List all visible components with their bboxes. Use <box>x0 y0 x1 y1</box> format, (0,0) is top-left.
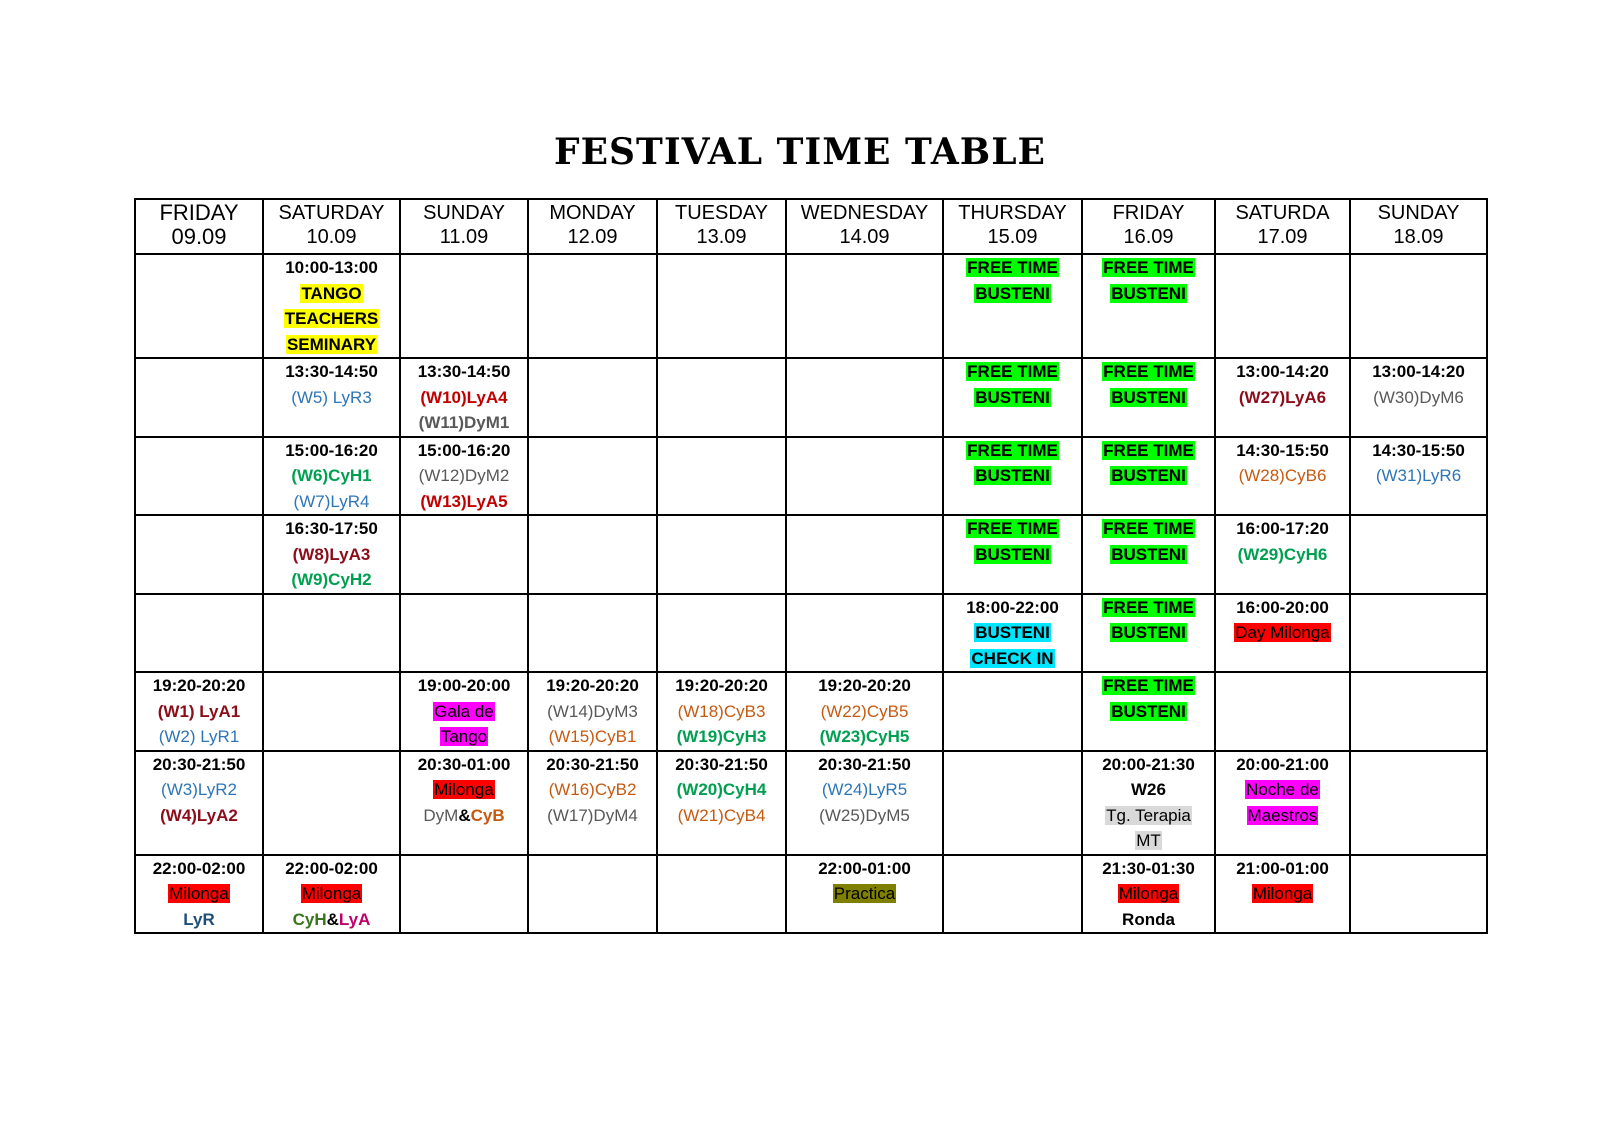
schedule-cell <box>1082 855 1215 934</box>
schedule-cell <box>786 751 943 855</box>
empty-cell <box>135 254 263 358</box>
free-time-cell <box>1082 358 1215 437</box>
schedule-cell <box>657 751 786 855</box>
event-label: Day Milonga <box>1235 623 1330 642</box>
time-slot: 19:20-20:20 <box>818 676 911 695</box>
style-label: DyM <box>423 805 459 825</box>
day-name: WEDNESDAY <box>800 202 929 224</box>
event-label: MT <box>1136 831 1161 850</box>
time-slot: 13:00-14:20 <box>1372 362 1465 381</box>
event-label: TEACHERS <box>284 309 379 328</box>
event-label: BUSTENI <box>975 623 1050 642</box>
empty-cell <box>1350 515 1487 594</box>
schedule-cell <box>400 437 528 516</box>
workshop-label: (W22)CyB5 <box>820 701 909 721</box>
free-time-label: FREE TIME <box>1103 362 1194 381</box>
event-label: Practica <box>833 884 896 903</box>
empty-cell <box>528 254 657 358</box>
workshop-label: (W3)LyR2 <box>161 780 237 799</box>
empty-cell <box>400 855 528 934</box>
day-header <box>786 199 943 254</box>
day-date: 10.09 <box>306 226 357 248</box>
time-slot: 19:20-20:20 <box>152 676 246 695</box>
workshop-label: (W16)CyB2 <box>548 780 637 799</box>
empty-cell <box>528 358 657 437</box>
event-label: TANGO <box>301 283 362 303</box>
schedule-cell <box>263 358 400 437</box>
empty-cell <box>943 855 1082 934</box>
empty-cell <box>943 672 1082 751</box>
schedule-cell <box>1350 358 1487 437</box>
time-slot: 20:30-21:50 <box>152 754 246 774</box>
day-name: FRIDAY <box>1112 202 1185 224</box>
day-header <box>1082 199 1215 254</box>
event-label: Milonga <box>169 884 229 903</box>
free-time-cell <box>1082 594 1215 673</box>
empty-cell <box>528 594 657 673</box>
event-label: Noche de <box>1246 780 1319 799</box>
free-time-cell <box>1082 437 1215 516</box>
free-time-label: FREE TIME <box>1103 597 1194 617</box>
day-header <box>135 199 263 254</box>
day-name: SATURDAY <box>278 202 385 224</box>
free-time-cell <box>1082 672 1215 751</box>
table-row <box>135 358 1487 437</box>
day-date: 18.09 <box>1393 226 1444 248</box>
empty-cell <box>657 437 786 516</box>
workshop-label: (W10)LyA4 <box>420 387 508 407</box>
free-time-label: FREE TIME <box>967 440 1058 460</box>
time-slot: 14:30-15:50 <box>1372 440 1465 460</box>
empty-cell <box>786 254 943 358</box>
empty-cell <box>135 594 263 673</box>
schedule-cell <box>1215 751 1350 855</box>
table-row <box>135 594 1487 673</box>
time-slot: 20:30-21:50 <box>675 754 768 774</box>
workshop-label: (W14)DyM3 <box>547 701 638 721</box>
event-label: Milonga <box>434 780 494 799</box>
schedule-cell <box>263 515 400 594</box>
event-label: Milonga <box>301 884 362 903</box>
workshop-label: (W17)DyM4 <box>547 805 638 825</box>
time-slot: 15:00-16:20 <box>285 440 378 460</box>
workshop-label: (W18)CyB3 <box>677 701 766 721</box>
day-header <box>263 199 400 254</box>
ampersand: & <box>326 909 339 929</box>
time-slot: 20:30-21:50 <box>546 754 639 774</box>
empty-cell <box>1350 254 1487 358</box>
empty-cell <box>1350 672 1487 751</box>
empty-cell <box>657 594 786 673</box>
day-date: 11.09 <box>439 226 489 248</box>
schedule-cell <box>528 672 657 751</box>
free-time-cell <box>1082 515 1215 594</box>
schedule-cell <box>1215 594 1350 673</box>
workshop-label: (W13)LyA5 <box>420 491 508 511</box>
schedule-cell <box>528 751 657 855</box>
empty-cell <box>1350 855 1487 934</box>
time-slot: 16:00-17:20 <box>1236 519 1329 538</box>
day-name: FRIDAY <box>159 200 239 225</box>
free-time-label: FREE TIME <box>967 519 1058 538</box>
time-slot: 22:00-02:00 <box>152 858 246 878</box>
empty-cell <box>786 594 943 673</box>
event-label: Milonga <box>1118 884 1179 903</box>
workshop-label: (W21)CyB4 <box>677 805 766 825</box>
workshop-label: (W27)LyA6 <box>1238 387 1327 407</box>
empty-cell <box>263 751 400 855</box>
workshop-label: (W19)CyH3 <box>676 727 767 746</box>
event-label: Milonga <box>1252 884 1313 903</box>
header-row <box>135 199 1487 254</box>
schedule-cell <box>1215 515 1350 594</box>
day-date: 15.09 <box>987 226 1038 248</box>
schedule-cell <box>135 751 263 855</box>
workshop-label: (W31)LyR6 <box>1375 466 1462 485</box>
schedule-cell <box>263 437 400 516</box>
free-time-cell <box>943 437 1082 516</box>
empty-cell <box>263 594 400 673</box>
schedule-cell <box>1215 358 1350 437</box>
workshop-label: (W23)CyH5 <box>819 727 910 746</box>
workshop-label: (W4)LyA2 <box>160 805 238 825</box>
style-label: CyB <box>470 805 505 825</box>
time-slot: 10:00-13:00 <box>285 258 378 277</box>
day-date: 16.09 <box>1123 226 1174 248</box>
time-slot: 16:30-17:50 <box>285 519 378 538</box>
day-date: 14.09 <box>839 226 890 248</box>
time-slot: 20:00-21:00 <box>1236 754 1329 774</box>
table-row <box>135 751 1487 855</box>
day-name: SUNDAY <box>1377 202 1460 224</box>
day-name: THURSDAY <box>958 202 1067 224</box>
workshop-label: W26 <box>1131 780 1166 799</box>
time-slot: 21:30-01:30 <box>1102 858 1195 878</box>
day-date: 13.09 <box>696 226 747 248</box>
free-time-label: FREE TIME <box>967 258 1058 277</box>
workshop-label: (W15)CyB1 <box>548 727 637 746</box>
free-time-label: FREE TIME <box>1103 440 1194 460</box>
free-time-location: BUSTENI <box>975 387 1050 407</box>
empty-cell <box>400 594 528 673</box>
free-time-location: BUSTENI <box>1111 387 1186 407</box>
time-slot: 22:00-01:00 <box>818 858 911 878</box>
time-slot: 14:30-15:50 <box>1236 440 1329 460</box>
empty-cell <box>657 855 786 934</box>
empty-cell <box>528 515 657 594</box>
page-title: FESTIVAL TIME TABLE <box>554 131 1046 173</box>
day-header <box>943 199 1082 254</box>
event-label: Gala de <box>434 701 494 721</box>
time-slot: 13:00-14:20 <box>1236 362 1329 381</box>
schedule-cell <box>1350 437 1487 516</box>
event-label: Tango <box>440 727 488 746</box>
free-time-location: BUSTENI <box>1111 701 1186 721</box>
time-slot: 16:00-20:00 <box>1236 597 1329 617</box>
day-header <box>528 199 657 254</box>
schedule-cell <box>135 855 263 934</box>
free-time-location: BUSTENI <box>1111 466 1186 485</box>
event-label: Tg. Terapia <box>1106 805 1191 825</box>
day-name: TUESDAY <box>675 202 768 224</box>
schedule-cell <box>263 855 400 934</box>
schedule-cell <box>135 672 263 751</box>
day-date: 09.09 <box>171 224 227 249</box>
free-time-label: FREE TIME <box>1103 676 1194 695</box>
free-time-cell <box>943 515 1082 594</box>
event-label: Maestros <box>1247 805 1318 825</box>
empty-cell <box>657 358 786 437</box>
time-slot: 19:20-20:20 <box>546 676 639 695</box>
schedule-cell <box>657 672 786 751</box>
day-date: 17.09 <box>1257 226 1308 248</box>
workshop-label: (W8)LyA3 <box>292 544 371 564</box>
empty-cell <box>657 254 786 358</box>
day-date: 12.09 <box>567 226 618 248</box>
workshop-label: (W28)CyB6 <box>1238 466 1327 485</box>
empty-cell <box>786 358 943 437</box>
day-header <box>400 199 528 254</box>
time-slot: 13:30-14:50 <box>417 362 511 381</box>
free-time-label: FREE TIME <box>967 362 1058 381</box>
schedule-cell <box>263 254 400 358</box>
time-slot: 19:20-20:20 <box>675 676 768 695</box>
free-time-location: BUSTENI <box>975 544 1050 564</box>
free-time-location: BUSTENI <box>975 283 1050 303</box>
time-slot: 19:00-20:00 <box>417 676 511 695</box>
workshop-label: (W11)DyM1 <box>418 413 510 432</box>
workshop-label: (W7)LyR4 <box>293 491 370 511</box>
day-name: SUNDAY <box>423 202 505 224</box>
schedule-cell <box>1215 437 1350 516</box>
empty-cell <box>786 437 943 516</box>
workshop-label: (W30)DyM6 <box>1373 387 1464 407</box>
day-header <box>1350 199 1487 254</box>
event-label: SEMINARY <box>286 334 377 354</box>
workshop-label: (W2) LyR1 <box>158 727 240 746</box>
day-header <box>657 199 786 254</box>
workshop-label: (W9)CyH2 <box>291 570 372 589</box>
workshop-label: (W29)CyH6 <box>1237 544 1328 564</box>
style-label: LyR <box>183 909 215 929</box>
table-row <box>135 254 1487 358</box>
style-label: LyA <box>338 909 371 929</box>
ampersand: & <box>458 805 471 825</box>
empty-cell <box>786 515 943 594</box>
workshop-label: (W24)LyR5 <box>821 780 908 799</box>
workshop-label: (W25)DyM5 <box>819 805 910 825</box>
schedule-cell <box>1215 855 1350 934</box>
schedule-cell <box>786 855 943 934</box>
style-label: CyH <box>292 909 327 929</box>
empty-cell <box>528 855 657 934</box>
time-slot: 15:00-16:20 <box>417 440 511 460</box>
timetable <box>134 198 1488 934</box>
empty-cell <box>135 515 263 594</box>
schedule-cell <box>943 594 1082 673</box>
day-name: SATURDA <box>1235 202 1330 224</box>
workshop-label: (W20)CyH4 <box>676 780 767 799</box>
empty-cell <box>400 254 528 358</box>
time-slot: 20:30-01:00 <box>417 754 511 774</box>
empty-cell <box>528 437 657 516</box>
time-slot: 21:00-01:00 <box>1236 858 1329 878</box>
free-time-cell <box>1082 254 1215 358</box>
empty-cell <box>943 751 1082 855</box>
empty-cell <box>1350 751 1487 855</box>
empty-cell <box>1215 672 1350 751</box>
schedule-cell <box>400 672 528 751</box>
table-row <box>135 855 1487 934</box>
event-label: CHECK IN <box>971 648 1054 668</box>
schedule-cell <box>786 672 943 751</box>
time-slot: 22:00-02:00 <box>285 858 378 878</box>
free-time-location: BUSTENI <box>1111 623 1186 642</box>
time-slot: 20:30-21:50 <box>818 754 911 774</box>
empty-cell <box>400 515 528 594</box>
empty-cell <box>263 672 400 751</box>
time-slot: 20:00-21:30 <box>1102 754 1195 774</box>
free-time-label: FREE TIME <box>1103 519 1194 538</box>
empty-cell <box>657 515 786 594</box>
time-slot: 13:30-14:50 <box>285 362 378 381</box>
workshop-label: (W6)CyH1 <box>291 466 372 485</box>
free-time-cell <box>943 254 1082 358</box>
free-time-location: BUSTENI <box>1111 283 1186 303</box>
workshop-label: (W12)DyM2 <box>418 466 510 485</box>
empty-cell <box>135 437 263 516</box>
event-label: Ronda <box>1122 909 1175 929</box>
free-time-location: BUSTENI <box>1111 544 1186 564</box>
time-slot: 18:00-22:00 <box>966 597 1059 617</box>
free-time-label: FREE TIME <box>1103 258 1194 277</box>
empty-cell <box>1350 594 1487 673</box>
day-header <box>1215 199 1350 254</box>
table-row <box>135 515 1487 594</box>
schedule-cell <box>1082 751 1215 855</box>
empty-cell <box>135 358 263 437</box>
workshop-label: (W5) LyR3 <box>291 387 372 407</box>
empty-cell <box>1215 254 1350 358</box>
free-time-location: BUSTENI <box>975 466 1050 485</box>
schedule-cell <box>400 358 528 437</box>
schedule-cell <box>400 751 528 855</box>
table-row <box>135 437 1487 516</box>
table-row <box>135 672 1487 751</box>
workshop-label: (W1) LyA1 <box>157 701 241 721</box>
free-time-cell <box>943 358 1082 437</box>
day-name: MONDAY <box>549 202 636 224</box>
